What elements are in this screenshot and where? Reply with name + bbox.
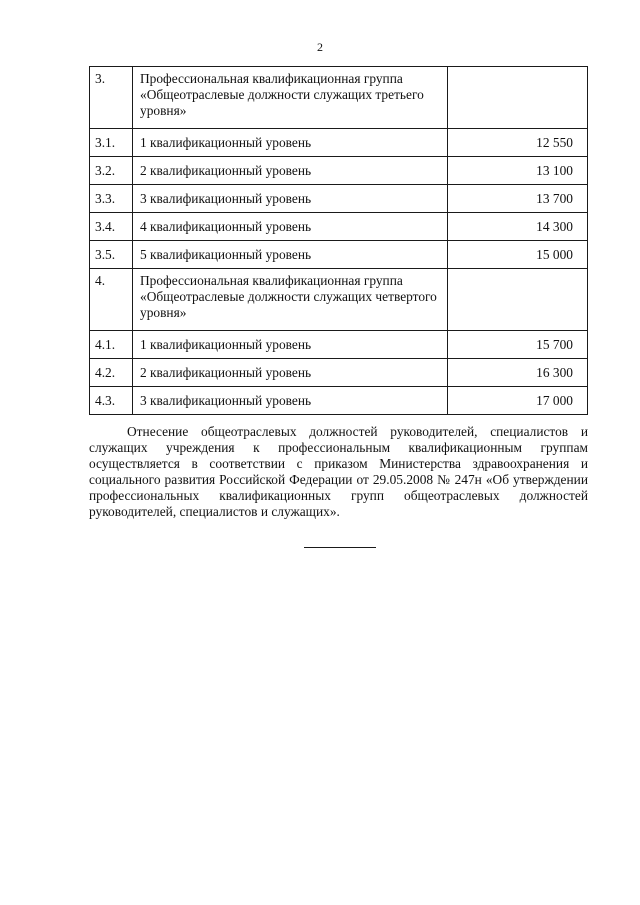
row-value: 14 300: [448, 213, 588, 241]
row-number: 4.2.: [90, 359, 133, 387]
end-divider: [304, 547, 376, 548]
row-value: 16 300: [448, 359, 588, 387]
row-number: 3.3.: [90, 185, 133, 213]
row-number: 3.4.: [90, 213, 133, 241]
row-number: 4.1.: [90, 331, 133, 359]
table-row: [90, 129, 588, 157]
row-value: 13 700: [448, 185, 588, 213]
table-row: [90, 157, 588, 185]
level-name: 1 квалификационный уровень: [133, 129, 448, 157]
row-number: 3.2.: [90, 157, 133, 185]
table-row: [90, 185, 588, 213]
row-value: 17 000: [448, 387, 588, 415]
row-value: 15 000: [448, 241, 588, 269]
table-row: [90, 241, 588, 269]
table-row: [90, 331, 588, 359]
row-number: 3.1.: [90, 129, 133, 157]
table-row: [90, 213, 588, 241]
level-name: 2 квалификационный уровень: [133, 359, 448, 387]
page-number: 2: [317, 40, 323, 54]
row-value: 13 100: [448, 157, 588, 185]
row-value: [448, 269, 588, 331]
row-number: 3.5.: [90, 241, 133, 269]
row-number: 3.: [90, 67, 133, 129]
row-value: [448, 67, 588, 129]
level-name: 3 квалификационный уровень: [133, 185, 448, 213]
group-title: Профессиональная квалификационная группа «Общеотраслевые должности служащих четвертого уровня»: [133, 269, 448, 331]
level-name: 5 квалификационный уровень: [133, 241, 448, 269]
table-row-group: [90, 269, 588, 331]
level-name: 4 квалификационный уровень: [133, 213, 448, 241]
level-name: 3 квалификационный уровень: [133, 387, 448, 415]
qualification-table: [89, 66, 588, 415]
row-number: 4.3.: [90, 387, 133, 415]
table-row: [90, 387, 588, 415]
group-title: Профессиональная квалификационная группа «Общеотраслевые должности служащих третьего уровня»: [133, 67, 448, 129]
row-value: 15 700: [448, 331, 588, 359]
level-name: 1 квалификационный уровень: [133, 331, 448, 359]
row-number: 4.: [90, 269, 133, 331]
qualification-table-body: [90, 67, 588, 415]
level-name: 2 квалификационный уровень: [133, 157, 448, 185]
row-value: 12 550: [448, 129, 588, 157]
table-row: [90, 359, 588, 387]
table-row-group: [90, 67, 588, 129]
body-paragraph: Отнесение общеотраслевых должностей руководителей, специалистов и служащих учреждения к профессиональным квалификационным группам осуществляется в соответствии с приказом Министерства здравоохранения и социального развития Российской Федерации от 29.05.2008 № 247н «Об утверждении профессиональных квалификационных групп общеотраслевых должностей руководителей, специалистов и служащих».: [89, 424, 588, 519]
